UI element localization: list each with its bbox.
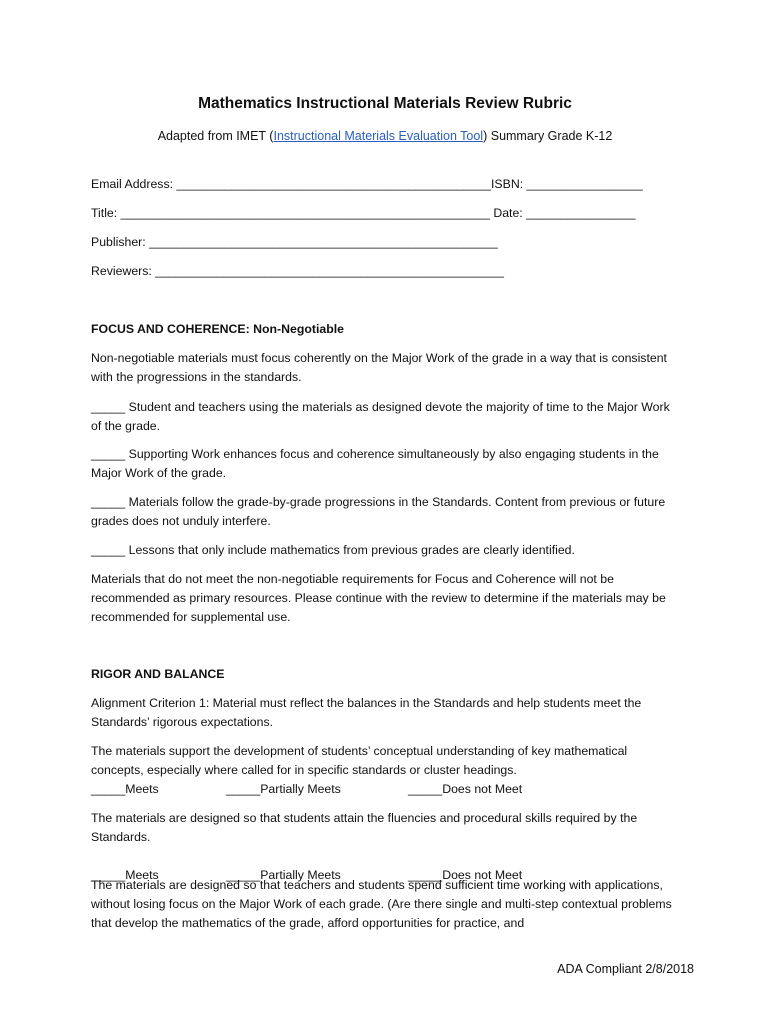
rating-partially-meets[interactable]: _____Partially Meets	[226, 782, 341, 796]
rating-does-not-meet[interactable]: _____Does not Meet	[408, 868, 523, 882]
rating-meets[interactable]: _____Meets	[91, 868, 159, 882]
imet-link[interactable]: Instructional Materials Evaluation Tool	[273, 129, 484, 143]
footer-ada-compliant: ADA Compliant 2/8/2018	[557, 962, 694, 976]
applications-item: The materials are designed so that teachers and students spend sufficient time working with applications, without losing focus on the Major Work of each grade. (Are there single and multi-step contextual problems that develop the mathematics of the grade, afford opportunities for practice, and	[91, 878, 672, 930]
focus-item-1: _____ Student and teachers using the materials as designed devote the majority of time to the Major Work of the grade.	[91, 400, 670, 433]
page-title: Mathematics Instructional Materials Review Rubric	[198, 95, 572, 112]
publisher-field[interactable]: Publisher: ___________________________________________________	[91, 235, 498, 249]
fluency-item: The materials are designed so that students attain the fluencies and procedural skills required by the Standards.	[91, 811, 638, 844]
subtitle-suffix: ) Summary Grade K-12	[483, 129, 613, 143]
rating-meets[interactable]: _____Meets	[91, 782, 159, 796]
conceptual-rating-row	[91, 780, 681, 799]
subtitle-prefix: Adapted from IMET (	[157, 129, 274, 143]
title-date-field[interactable]: Title: ______________________________________________________ Date: ________________	[91, 206, 636, 220]
focus-heading: FOCUS AND COHERENCE: Non-Negotiable	[91, 322, 344, 336]
focus-note: Materials that do not meet the non-negotiable requirements for Focus and Coherence will not be recommended as primary resources. Please continue with the review to determine if the materials may be recommended for supplemental use.	[91, 572, 666, 624]
reviewers-field[interactable]: Reviewers: ___________________________________________________	[91, 264, 505, 278]
alignment-criterion: Alignment Criterion 1: Material must reflect the balances in the Standards and help students meet the Standards’ rigorous expectations.	[91, 696, 642, 729]
focus-item-3: _____ Materials follow the grade-by-grade progressions in the Standards. Content from previous or future grades does not unduly interfere.	[91, 495, 666, 528]
focus-item-2: _____ Supporting Work enhances focus and coherence simultaneously by also engaging students in the Major Work of the grade.	[91, 447, 659, 480]
rigor-heading: RIGOR AND BALANCE	[91, 667, 225, 681]
focus-intro: Non-negotiable materials must focus coherently on the Major Work of the grade in a way that is consistent with the progressions in the standards.	[91, 351, 667, 384]
rating-partially-meets[interactable]: _____Partially Meets	[226, 868, 341, 882]
focus-item-4: _____ Lessons that only include mathematics from previous grades are clearly identified.	[91, 543, 575, 557]
conceptual-item: The materials support the development of students’ conceptual understanding of key mathematical concepts, especially where called for in specific standards or cluster headings.	[91, 744, 628, 777]
subtitle	[0, 127, 770, 145]
rating-does-not-meet[interactable]: _____Does not Meet	[408, 782, 523, 796]
email-isbn-field[interactable]: Email Address: ______________________________________________ISBN: _________________	[91, 177, 643, 191]
